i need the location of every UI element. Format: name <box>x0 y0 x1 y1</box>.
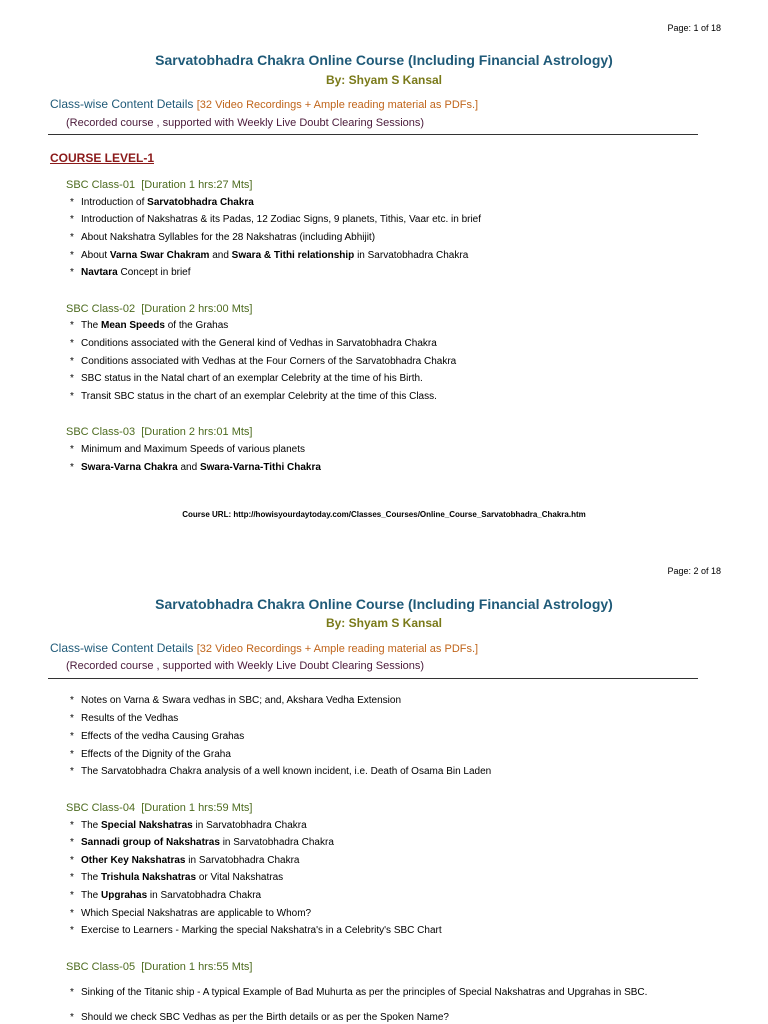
list-item: * Navtara Concept in brief <box>70 267 191 278</box>
author-line: By: Shyam S Kansal <box>325 616 443 630</box>
bullet: * <box>70 872 74 883</box>
page-number: Page: 2 of 18 <box>667 566 721 576</box>
bullet: * <box>70 444 74 455</box>
bullet: * <box>70 197 74 208</box>
class-name: SBC Class-03 <box>66 426 136 438</box>
bullet: * <box>70 250 74 261</box>
bullet: * <box>70 987 74 998</box>
list-item: * Introduction of Sarvatobhadra Chakra <box>70 197 254 208</box>
list-item: * The Special Nakshatras in Sarvatobhadra Chakra <box>70 820 307 831</box>
class-name: SBC Class-01 <box>66 179 136 191</box>
list-item: * Exercise to Learners - Marking the special Nakshatra's in a Celebrity's SBC Chart <box>70 925 442 936</box>
list-item: * Conditions associated with Vedhas at the Four Corners of the Sarvatobhadra Chakra <box>70 356 457 367</box>
list-item: * Notes on Varna & Swara vedhas in SBC; and, Akshara Vedha Extension <box>70 695 402 706</box>
list-item: * Minimum and Maximum Speeds of various planets <box>70 444 305 455</box>
list-item: * About Varna Swar Chakram and Swara & Tithi relationship in Sarvatobhadra Chakra <box>70 250 469 261</box>
bullet: * <box>70 462 74 473</box>
list-item: * The Sarvatobhadra Chakra analysis of a well known incident, i.e. Death of Osama Bin Laden <box>70 766 492 777</box>
class-name: SBC Class-02 <box>66 303 136 315</box>
list-item: * Results of the Vedhas <box>70 713 179 724</box>
list-item: * Conditions associated with the General kind of Vedhas in Sarvatobhadra Chakra <box>70 338 437 349</box>
bullet: * <box>70 338 74 349</box>
class-heading <box>66 802 252 814</box>
class-heading <box>66 179 252 191</box>
list-item: * The Trishula Nakshatras or Vital Nakshatras <box>70 872 284 883</box>
bullet: * <box>70 890 74 901</box>
bullet: * <box>70 855 74 866</box>
content-details-note: [32 Video Recordings + Ample reading material as PDFs.] <box>196 99 479 111</box>
content-details-note: [32 Video Recordings + Ample reading material as PDFs.] <box>196 643 479 655</box>
content-details-label: Class-wise Content Details <box>50 97 194 111</box>
bullet: * <box>70 749 74 760</box>
course-url: Course URL: http://howisyourdaytoday.com/Classes_Courses/Online_Course_Sarvatobhadra_Chakra.htm <box>182 510 586 519</box>
list-item: * Transit SBC status in the chart of an exemplar Celebrity at the time of this Class. <box>70 391 437 402</box>
recorded-note: (Recorded course , supported with Weekly Live Doubt Clearing Sessions) <box>66 660 425 672</box>
class-name: SBC Class-04 <box>66 802 136 814</box>
list-item: * Swara-Varna Chakra and Swara-Varna-Tithi Chakra <box>70 462 321 473</box>
list-item: * Sinking of the Titanic ship - A typical Example of Bad Muhurta as per the principles of Special Nakshatras and Upgrahas in SBC. <box>70 987 648 998</box>
bullet: * <box>70 713 74 724</box>
bullet: * <box>70 267 74 278</box>
list-item: * The Mean Speeds of the Grahas <box>70 320 229 331</box>
list-item: * Which Special Nakshatras are applicable to Whom? <box>70 908 312 919</box>
bullet: * <box>70 731 74 742</box>
class-duration: [Duration 1 hrs:55 Mts] <box>141 961 253 973</box>
bullet: * <box>70 214 74 225</box>
class-duration: [Duration 2 hrs:00 Mts] <box>141 303 253 315</box>
content-details-heading <box>50 641 478 655</box>
class-heading <box>66 961 252 973</box>
page-number: Page: 1 of 18 <box>667 23 721 33</box>
bullet: * <box>70 925 74 936</box>
divider <box>48 678 698 679</box>
bullet: * <box>70 356 74 367</box>
list-item: * Effects of the vedha Causing Grahas <box>70 731 245 742</box>
list-item: * About Nakshatra Syllables for the 28 Nakshatras (including Abhijit) <box>70 232 376 243</box>
bullet: * <box>70 908 74 919</box>
class-heading <box>66 426 252 438</box>
list-item: * The Upgrahas in Sarvatobhadra Chakra <box>70 890 262 901</box>
bullet: * <box>70 837 74 848</box>
course-level-heading: COURSE LEVEL-1 <box>50 151 155 165</box>
bullet: * <box>70 391 74 402</box>
class-duration: [Duration 1 hrs:59 Mts] <box>141 802 253 814</box>
list-item: * Should we check SBC Vedhas as per the Birth details or as per the Spoken Name? <box>70 1012 449 1023</box>
content-details-heading <box>50 97 478 111</box>
class-name: SBC Class-05 <box>66 961 136 973</box>
list-item: * SBC status in the Natal chart of an exemplar Celebrity at the time of his Birth. <box>70 373 423 384</box>
class-duration: [Duration 1 hrs:27 Mts] <box>141 179 253 191</box>
course-title: Sarvatobhadra Chakra Online Course (Including Financial Astrology) <box>155 596 613 612</box>
course-title: Sarvatobhadra Chakra Online Course (Including Financial Astrology) <box>155 52 613 68</box>
list-item: * Sannadi group of Nakshatras in Sarvatobhadra Chakra <box>70 837 334 848</box>
class-duration: [Duration 2 hrs:01 Mts] <box>141 426 253 438</box>
bullet: * <box>70 695 74 706</box>
content-details-label: Class-wise Content Details <box>50 641 194 655</box>
recorded-note: (Recorded course , supported with Weekly Live Doubt Clearing Sessions) <box>66 117 425 129</box>
list-item: * Effects of the Dignity of the Graha <box>70 749 231 760</box>
bullet: * <box>70 320 74 331</box>
divider <box>48 134 698 135</box>
author-line: By: Shyam S Kansal <box>325 73 443 87</box>
bullet: * <box>70 1012 74 1023</box>
bullet: * <box>70 820 74 831</box>
bullet: * <box>70 373 74 384</box>
list-item: * Introduction of Nakshatras & its Padas, 12 Zodiac Signs, 9 planets, Tithis, Vaar etc. in brief <box>70 214 482 225</box>
list-item: * Other Key Nakshatras in Sarvatobhadra Chakra <box>70 855 300 866</box>
class-heading <box>66 303 252 315</box>
bullet: * <box>70 232 74 243</box>
bullet: * <box>70 766 74 777</box>
